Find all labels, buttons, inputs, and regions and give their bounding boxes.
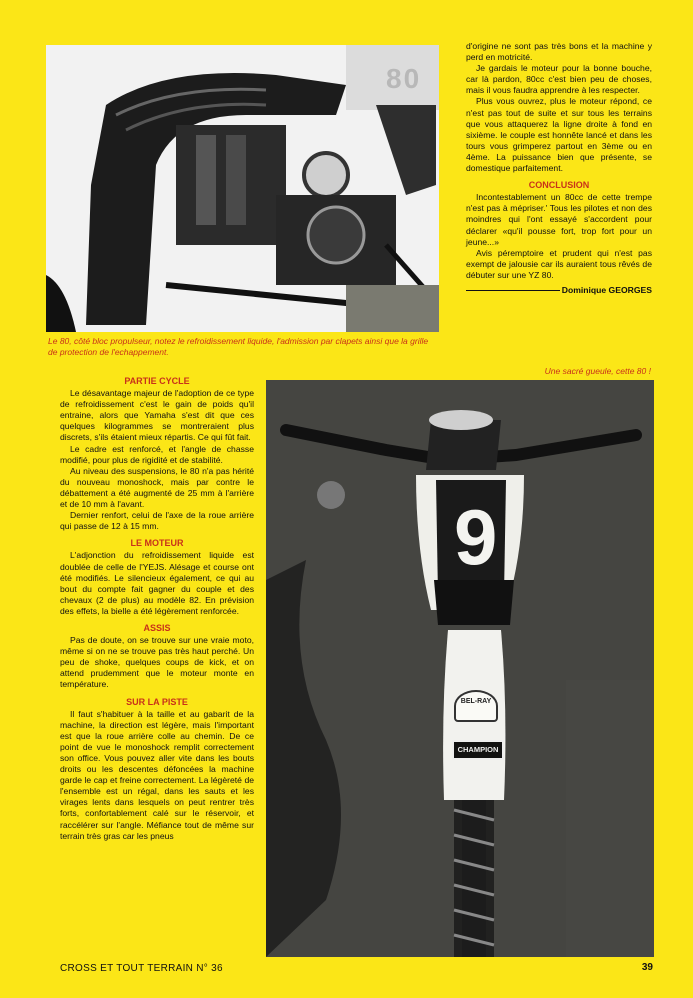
section-heading-sur-la-piste: SUR LA PISTE (126, 696, 188, 707)
paragraph: Il faut s'habituer à la taille et au gabarit de la machine, la direction est légère, mais l'important est que la roue arrière colle au chemin. De ce point de vue le monoshock remplit correctement son office. Vous pouvez aller vite dans les bouts droits ou les descentes défoncées la machine garde le cap et freine correctement. La légèreté de l'ensemble est un régal, dans les sauts et les virages lents dans lesquels on peut rentrer très forts, confortablement calé sur le réservoir, et raccélérer sur l'angle. Méfiance tout de même sur terrain très gras car les pneus (60, 708, 254, 841)
paragraph: Le cadre est renforcé, et l'angle de chasse modifié, pour plus de rigidité et de stabilité. (60, 443, 254, 465)
paragraph: Dernier renfort, celui de l'axe de la roue arrière qui passe de 12 à 15 mm. (60, 510, 254, 532)
section-heading-conclusion: CONCLUSION (528, 180, 590, 191)
paragraph: d'origine ne sont pas très bons et la machine y perd en motricité. (466, 41, 652, 63)
bike-front-photo (266, 380, 654, 957)
right-column (466, 41, 652, 296)
page-number: 39 (641, 962, 653, 973)
left-column (60, 376, 254, 842)
paragraph: Je gardais le moteur pour la bonne bouche, car là pardon, 80cc c'est bien peu de choses, mais il vous faudra apprendre à les respecter. (466, 63, 652, 96)
signature-rule (466, 290, 560, 291)
engine-photo (46, 45, 439, 332)
section-heading-moteur: LE MOTEUR (130, 538, 184, 549)
engine-photo-caption: Le 80, côté bloc propulseur, notez le refroidissement liquide, l'admission par clapets ainsi que la grille de protection de l'echappement. (48, 336, 429, 357)
sponsor-decal-champion: CHAMPION (452, 740, 504, 760)
paragraph: Au niveau des suspensions, le 80 n'a pas hérité du nouveau monoshock, mais par contre le débattement a été augmenté de 25 mm à l'arrière et de 10 mm à l'avant. (60, 465, 254, 510)
magazine-footer: CROSS ET TOUT TERRAIN N° 36 (60, 963, 223, 974)
bike-photo-caption: Une sacré gueule, cette 80 ! (544, 366, 651, 376)
paragraph: Incontestablement un 80cc de cette trempe n'est pas à mépriser.' Tous les pilotes et non des moindres qui l'ont essayé s'accordent pour déclarer «qu'il pousse fort, trop fort pour un jeune...» (466, 192, 652, 247)
author-signature (466, 285, 652, 296)
paragraph: Avis péremptoire et prudent qui n'est pas exempt de jalousie car ils auraient tous rêvés de débuter sur une YZ 80. (466, 247, 652, 280)
section-heading-partie-cycle: PARTIE CYCLE (124, 376, 190, 386)
paragraph: Plus vous ouvrez, plus le moteur répond, ce n'est pas tout de suite et sur tous les terrains que vous attaquerez la ligne droite à fond en sixième. le couple est honnête lancé et dans les tours vous grimperez partout en 3ème ou en 4ème. La puissance bien que présente, se domestique parfaitement. (466, 96, 652, 174)
paragraph: L'adjonction du refroidissement liquide est doublée de celle de l'YEJS. Alésage et course ont été modifiés. Le silencieux également, ce qui au bout du compte fait gagner du couple et des chevaux (2 de plus) au modèle 82. En prévision des effets, la bielle a été légèrement renforcée. (60, 550, 254, 616)
author-name: Dominique GEORGES (561, 284, 652, 295)
section-heading-assis: ASSIS (143, 622, 171, 633)
race-plate-number: 9 (454, 493, 498, 581)
paragraph: Pas de doute, on se trouve sur une vraie moto, même si on ne se trouve pas très haut perché. Un peu de shoke, quelques coups de kick, et on attend prudemment que le moteur monte en température. (60, 635, 254, 690)
paragraph: Le désavantage majeur de l'adoption de ce type de refroidissement c'est le gain de poids qu'il entraine, alors que Yamaha s'est dit que ces quelques kilogrammes se montreraient plus discrets, s'ils étaient mieux répartis. Ce qui fût fait. (60, 388, 254, 443)
number-plate-text: 80 (386, 63, 422, 94)
sponsor-decal-belray: BEL-RAY (454, 690, 498, 722)
